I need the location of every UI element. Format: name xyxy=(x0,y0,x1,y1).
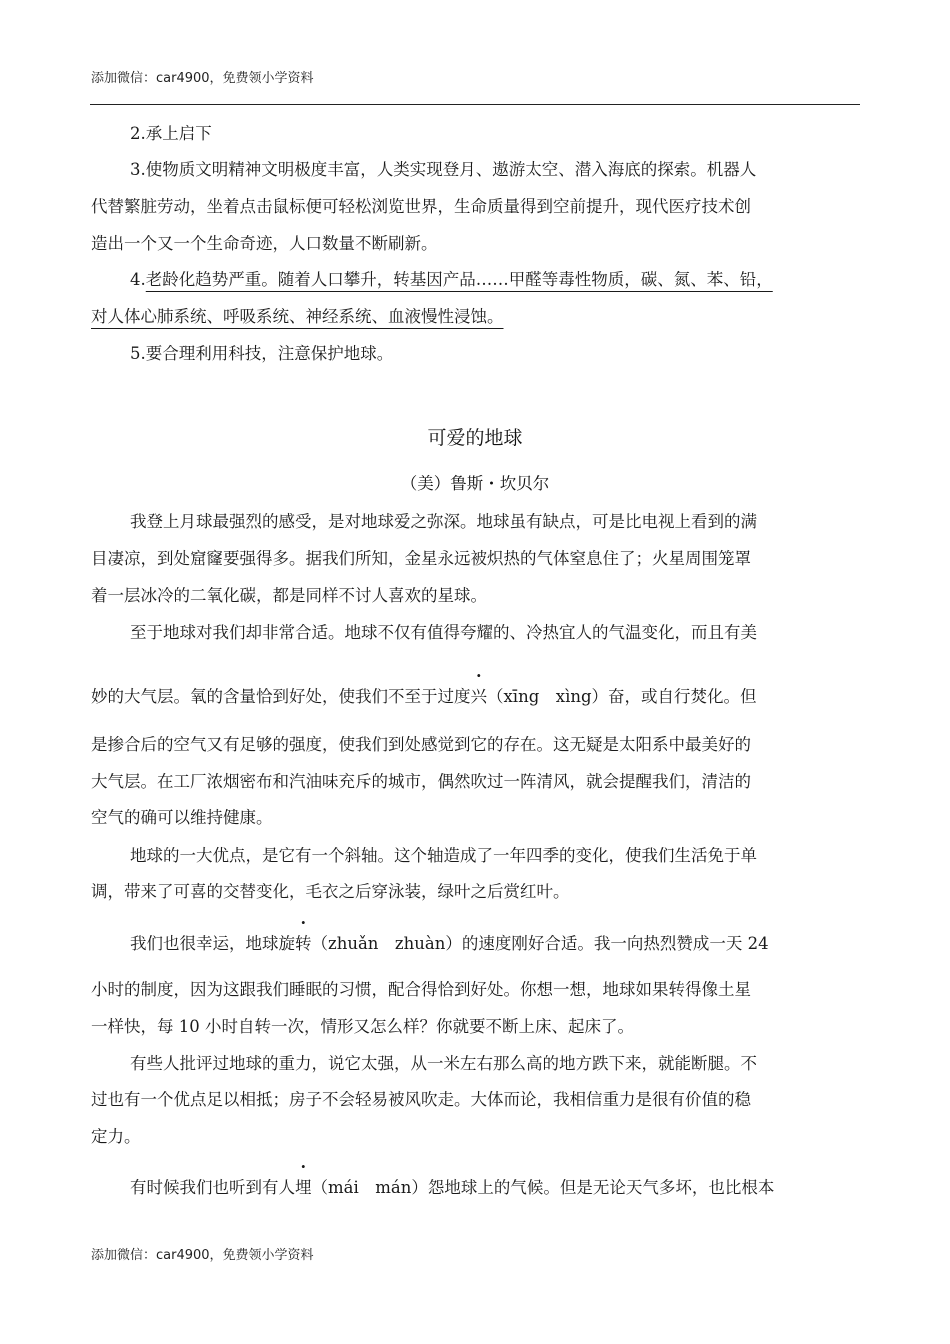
para-2-line-5: 空气的确可以维持健康。 xyxy=(91,808,273,827)
para-5-line-3: 定力。 xyxy=(91,1127,141,1146)
dotted-char: 埋 xyxy=(295,1178,312,1197)
dotted-char: 兴 xyxy=(470,687,487,706)
para-1-line-1: 我登上月球最强烈的感受，是对地球爱之弥深。地球虽有缺点，可是比电视上看到的满 xyxy=(130,512,757,531)
para-4-text-after: （zhuǎn zhuàn）的速度刚好合适。我一向热烈赞成一天 24 xyxy=(311,934,769,953)
para-2-line-1: 至于地球对我们却非常合适。地球不仅有值得夸耀的、冷热宜人的气温变化，而且有美 xyxy=(130,623,757,642)
page-header: 添加微信：car4900，免费领小学资料 xyxy=(91,71,314,86)
answer-2: 2.承上启下 xyxy=(130,124,212,143)
dotted-char: 转 xyxy=(295,934,312,953)
para-4-line-3: 一样快，每 10 小时自转一次，情形又怎么样？你就要不断上床、起床了。 xyxy=(91,1017,634,1036)
para-2-line-3: 是掺合后的空气又有足够的强度，使我们到处感觉到它的存在。这无疑是太阳系中最美好的 xyxy=(91,735,751,754)
article-title: 可爱的地球 xyxy=(427,427,523,449)
page-footer: 添加微信：car4900，免费领小学资料 xyxy=(91,1248,314,1263)
answer-4-number: 4. xyxy=(130,270,146,289)
para-6-text-after: （mái mán）怨地球上的气候。但是无论天气多坏，也比根本 xyxy=(311,1178,775,1197)
answer-3-line-2: 代替繁脏劳动，坐着点击鼠标便可轻松浏览世界，生命质量得到空前提升，现代医疗技术创 xyxy=(91,197,751,216)
para-6-text-before: 有时候我们也听到有人 xyxy=(130,1178,295,1197)
para-5-line-1: 有些人批评过地球的重力，说它太强，从一米左右那么高的地方跌下来，就能断腿。不 xyxy=(130,1054,757,1073)
para-4-line-1 xyxy=(130,930,769,954)
header-divider xyxy=(90,104,860,105)
para-3-line-1: 地球的一大优点，是它有一个斜轴。这个轴造成了一年四季的变化，使我们生活免于单 xyxy=(130,846,757,865)
para-4-text-before: 我们也很幸运，地球旋 xyxy=(130,934,295,953)
para-2-text-before: 妙的大气层。氧的含量恰到好处，使我们不至于过度 xyxy=(91,687,471,706)
para-6-line-1 xyxy=(130,1174,774,1198)
answer-5: 5.要合理利用科技，注意保护地球。 xyxy=(130,344,394,363)
answer-4-underlined-text: 老龄化趋势严重。随着人口攀升，转基因产品……甲醛等毒性物质，碳、氮、苯、铅， xyxy=(145,270,773,289)
answer-4-line-2: 对人体心肺系统、呼吸系统、神经系统、血液慢性浸蚀。 xyxy=(91,307,504,326)
para-1-line-3: 着一层冰冷的二氧化碳，都是同样不讨人喜欢的星球。 xyxy=(91,586,487,605)
answer-4-line-1 xyxy=(130,266,773,290)
article-author: （美）鲁斯・坎贝尔 xyxy=(400,474,550,493)
para-4-line-2: 小时的制度，因为这跟我们睡眠的习惯，配合得恰到好处。你想一想，地球如果转得像土星 xyxy=(91,980,751,999)
para-5-line-2: 过也有一个优点足以相抵；房子不会轻易被风吹走。大体而论，我相信重力是很有价值的稳 xyxy=(91,1090,751,1109)
answer-3-line-1: 3.使物质文明精神文明极度丰富，人类实现登月、遨游太空、潜入海底的探索。机器人 xyxy=(130,160,757,179)
para-3-line-2: 调，带来了可喜的交替变化，毛衣之后穿泳装，绿叶之后赏红叶。 xyxy=(91,882,570,901)
answer-3-line-3: 造出一个又一个生命奇迹，人口数量不断刷新。 xyxy=(91,234,438,253)
para-2-line-2 xyxy=(91,683,757,707)
para-2-line-4: 大气层。在工厂浓烟密布和汽油味充斥的城市，偶然吹过一阵清风，就会提醒我们，清洁的 xyxy=(91,772,751,791)
para-2-text-after: （xīng xìng）奋，或自行焚化。但 xyxy=(487,687,757,706)
para-1-line-2: 目凄凉，到处窟窿要强得多。据我们所知，金星永远被炽热的气体窒息住了；火星周围笼罩 xyxy=(91,549,751,568)
